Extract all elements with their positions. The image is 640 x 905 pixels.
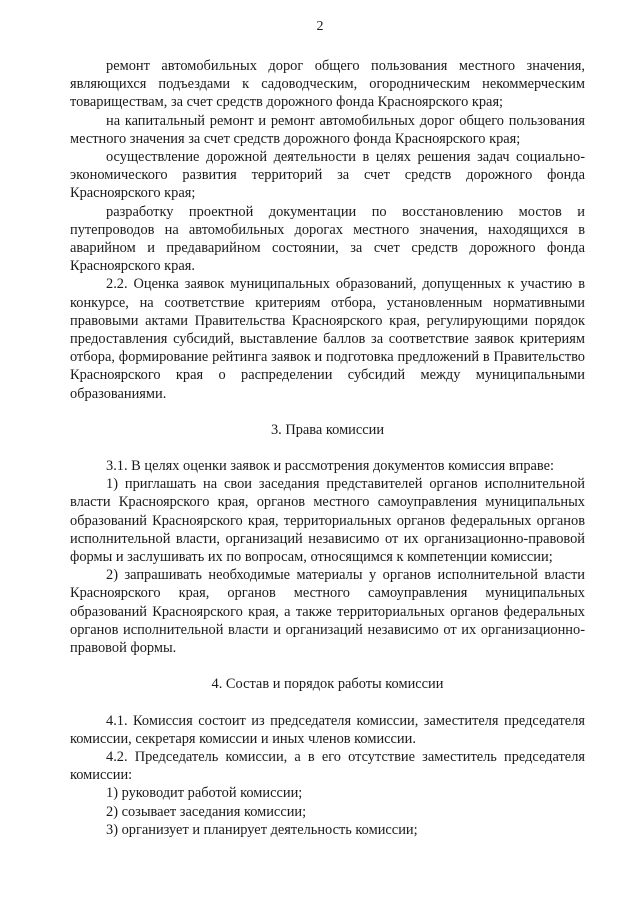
paragraph-4-1: 4.1. Комиссия состоит из председателя комиссии, заместителя председателя комиссии, секретаря комиссии и иных членов комиссии.: [70, 712, 585, 747]
paragraph: разработку проектной документации по восстановлению мостов и путепроводов на автомобильных дорогах местного значения, находящихся в аварийном и предаварийном состоянии, за счет средств дорожного фонда Красноярского края.: [70, 203, 585, 275]
paragraph: ремонт автомобильных дорог общего пользования местного значения, являющихся подъездами к садоводческим, огородническим некоммерческим товариществам, за счет средств дорожного фонда Красноярского края;: [70, 58, 585, 111]
list-item: 2) запрашивать необходимые материалы у органов исполнительной власти Красноярского края, органов местного самоуправления муниципальных образований Красноярского края, а также территориальных органов федеральных органов исполнительной власти и организаций независимо от их организационно-правовой формы.: [70, 567, 585, 657]
page-number: 2: [316, 19, 324, 34]
document-body: [70, 57, 585, 839]
paragraph-4-2: 4.2. Председатель комиссии, а в его отсутствие заместитель председателя комиссии:: [70, 748, 585, 784]
paragraph: осуществление дорожной деятельности в целях решения задач социально-экономического развития территорий за счет средств дорожного фонда Красноярского края;: [70, 149, 585, 202]
paragraph-3-1: 3.1. В целях оценки заявок и рассмотрения документов комиссия вправе:: [106, 458, 554, 475]
list-item: 1) приглашать на свои заседания представителей органов исполнительной власти Красноярского края, органов местного самоуправления муниципальных образований Красноярского края, территориальных органов федеральных органов исполнительной власти, организаций независимо от их организационно-правовой формы и заслушивать их по вопросам, относящимся к компетенции комиссии;: [70, 476, 585, 566]
section-3-heading: 3. Права комиссии: [270, 421, 385, 438]
list-item: 2) созывает заседания комиссии;: [106, 803, 307, 820]
list-item: 1) руководит работой комиссии;: [106, 785, 303, 802]
paragraph-2-2: 2.2. Оценка заявок муниципальных образований, допущенных к участию в конкурсе, на соответствие критериям отбора, установленным нормативными правовыми актами Правительства Красноярского края, регулирующими порядок предоставления субсидий, выставление баллов за соответствие заявок критериям отбора, формирование рейтинга заявок и подготовка предложений в Правительство Красноярского края о распределении субсидий между муниципальными образованиями.: [70, 276, 585, 402]
paragraph: на капитальный ремонт и ремонт автомобильных дорог общего пользования местного значения за счет средств дорожного фонда Красноярского края;: [70, 112, 585, 147]
list-item: 3) организует и планирует деятельность комиссии;: [106, 821, 418, 838]
section-4-heading: 4. Состав и порядок работы комиссии: [211, 676, 444, 693]
